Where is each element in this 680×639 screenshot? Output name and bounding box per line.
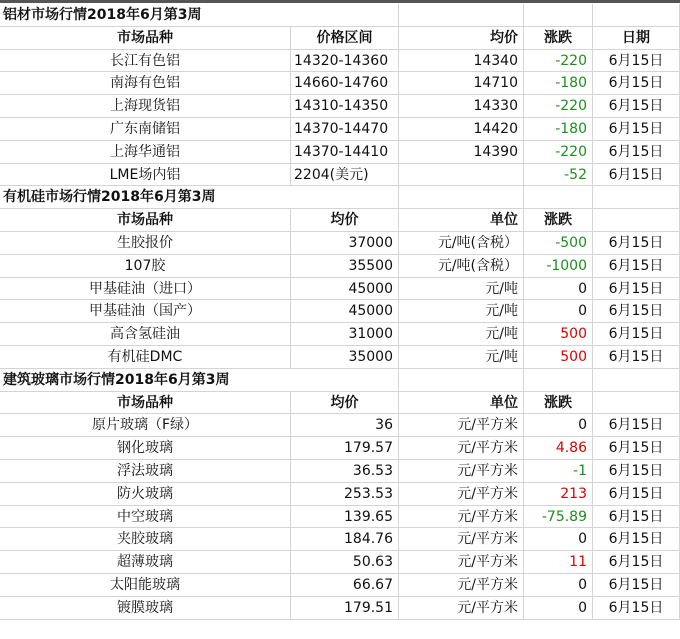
unit: 元/平方米	[399, 551, 524, 574]
average-price: 179.51	[291, 597, 399, 620]
empty-cell	[593, 369, 680, 392]
price-change: 0	[524, 414, 593, 437]
unit: 元/平方米	[399, 437, 524, 460]
variety-name: 防火玻璃	[0, 483, 291, 506]
empty-cell	[593, 4, 680, 27]
average-price: 36.53	[291, 460, 399, 483]
date: 6月15日	[593, 164, 680, 187]
average-price: 14420	[399, 118, 524, 141]
variety-name: 太阳能玻璃	[0, 574, 291, 597]
variety-name: 超薄玻璃	[0, 551, 291, 574]
header-unit: 单位	[399, 392, 524, 415]
variety-name: 钢化玻璃	[0, 437, 291, 460]
price-change: -500	[524, 232, 593, 255]
date: 6月15日	[593, 141, 680, 164]
unit: 元/吨(含税）	[399, 255, 524, 278]
price-change: -52	[524, 164, 593, 187]
average-price: 45000	[291, 278, 399, 301]
price-change: 11	[524, 551, 593, 574]
average-price: 35500	[291, 255, 399, 278]
top-border	[0, 0, 680, 3]
date: 6月15日	[593, 483, 680, 506]
header-change: 涨跌	[524, 209, 593, 232]
date: 6月15日	[593, 323, 680, 346]
average-price: 37000	[291, 232, 399, 255]
variety-name: 中空玻璃	[0, 506, 291, 529]
price-change: -220	[524, 50, 593, 73]
empty-cell	[524, 4, 593, 27]
date: 6月15日	[593, 300, 680, 323]
average-price	[399, 164, 524, 187]
unit: 元/平方米	[399, 574, 524, 597]
average-price: 50.63	[291, 551, 399, 574]
average-price: 45000	[291, 300, 399, 323]
header-variety: 市场品种	[0, 27, 291, 50]
price-change: -1000	[524, 255, 593, 278]
average-price: 66.67	[291, 574, 399, 597]
unit: 元/吨	[399, 300, 524, 323]
header-unit: 单位	[399, 209, 524, 232]
price-range: 14370-14470	[291, 118, 399, 141]
average-price: 14710	[399, 72, 524, 95]
average-price: 139.65	[291, 506, 399, 529]
empty-cell	[593, 392, 680, 415]
empty-cell	[399, 369, 524, 392]
average-price: 253.53	[291, 483, 399, 506]
date: 6月15日	[593, 506, 680, 529]
variety-name: 上海华通铝	[0, 141, 291, 164]
section-title: 建筑玻璃市场行情2018年6月第3周	[0, 369, 399, 392]
variety-name: 生胶报价	[0, 232, 291, 255]
average-price: 184.76	[291, 528, 399, 551]
date: 6月15日	[593, 437, 680, 460]
unit: 元/吨(含税）	[399, 232, 524, 255]
unit: 元/平方米	[399, 506, 524, 529]
header-average: 均价	[291, 209, 399, 232]
variety-name: 浮法玻璃	[0, 460, 291, 483]
price-change: 0	[524, 528, 593, 551]
price-change: -180	[524, 72, 593, 95]
date: 6月15日	[593, 414, 680, 437]
variety-name: 广东南储铝	[0, 118, 291, 141]
date: 6月15日	[593, 597, 680, 620]
unit: 元/平方米	[399, 528, 524, 551]
section-title: 铝材市场行情2018年6月第3周	[0, 4, 399, 27]
date: 6月15日	[593, 551, 680, 574]
average-price: 179.57	[291, 437, 399, 460]
price-change: 4.86	[524, 437, 593, 460]
date: 6月15日	[593, 574, 680, 597]
empty-cell	[593, 186, 680, 209]
average-price: 14330	[399, 95, 524, 118]
average-price: 31000	[291, 323, 399, 346]
variety-name: 甲基硅油（进口）	[0, 278, 291, 301]
price-change: -180	[524, 118, 593, 141]
variety-name: 甲基硅油（国产）	[0, 300, 291, 323]
price-range: 2204(美元)	[291, 164, 399, 187]
price-change: 500	[524, 323, 593, 346]
price-change: 0	[524, 574, 593, 597]
header-variety: 市场品种	[0, 392, 291, 415]
date: 6月15日	[593, 232, 680, 255]
average-price: 14390	[399, 141, 524, 164]
price-change: -220	[524, 95, 593, 118]
unit: 元/吨	[399, 323, 524, 346]
unit: 元/平方米	[399, 414, 524, 437]
variety-name: 夹胶玻璃	[0, 528, 291, 551]
header-change: 涨跌	[524, 27, 593, 50]
average-price: 14340	[399, 50, 524, 73]
variety-name: LME场内铝	[0, 164, 291, 187]
unit: 元/平方米	[399, 460, 524, 483]
price-range: 14310-14350	[291, 95, 399, 118]
price-change: -75.89	[524, 506, 593, 529]
price-change: 0	[524, 278, 593, 301]
header-average: 均价	[291, 392, 399, 415]
variety-name: 原片玻璃（F绿）	[0, 414, 291, 437]
variety-name: 南海有色铝	[0, 72, 291, 95]
price-change: 0	[524, 597, 593, 620]
empty-cell	[593, 209, 680, 232]
variety-name: 有机硅DMC	[0, 346, 291, 369]
price-change: -1	[524, 460, 593, 483]
empty-cell	[524, 369, 593, 392]
header-average: 均价	[399, 27, 524, 50]
header-variety: 市场品种	[0, 209, 291, 232]
variety-name: 长江有色铝	[0, 50, 291, 73]
price-change: 500	[524, 346, 593, 369]
price-range: 14320-14360	[291, 50, 399, 73]
average-price: 36	[291, 414, 399, 437]
date: 6月15日	[593, 278, 680, 301]
date: 6月15日	[593, 255, 680, 278]
date: 6月15日	[593, 118, 680, 141]
price-range: 14370-14410	[291, 141, 399, 164]
header-price-range: 价格区间	[291, 27, 399, 50]
average-price: 35000	[291, 346, 399, 369]
unit: 元/吨	[399, 278, 524, 301]
variety-name: 107胶	[0, 255, 291, 278]
header-change: 涨跌	[524, 392, 593, 415]
empty-cell	[524, 186, 593, 209]
date: 6月15日	[593, 72, 680, 95]
date: 6月15日	[593, 95, 680, 118]
date: 6月15日	[593, 460, 680, 483]
unit: 元/平方米	[399, 597, 524, 620]
date: 6月15日	[593, 346, 680, 369]
unit: 元/吨	[399, 346, 524, 369]
price-change: 213	[524, 483, 593, 506]
empty-cell	[399, 4, 524, 27]
date: 6月15日	[593, 528, 680, 551]
date: 6月15日	[593, 50, 680, 73]
header-date: 日期	[593, 27, 680, 50]
empty-cell	[399, 186, 524, 209]
variety-name: 高含氢硅油	[0, 323, 291, 346]
variety-name: 上海现货铝	[0, 95, 291, 118]
price-change: 0	[524, 300, 593, 323]
section-title: 有机硅市场行情2018年6月第3周	[0, 186, 399, 209]
variety-name: 镀膜玻璃	[0, 597, 291, 620]
price-range: 14660-14760	[291, 72, 399, 95]
unit: 元/平方米	[399, 483, 524, 506]
price-change: -220	[524, 141, 593, 164]
